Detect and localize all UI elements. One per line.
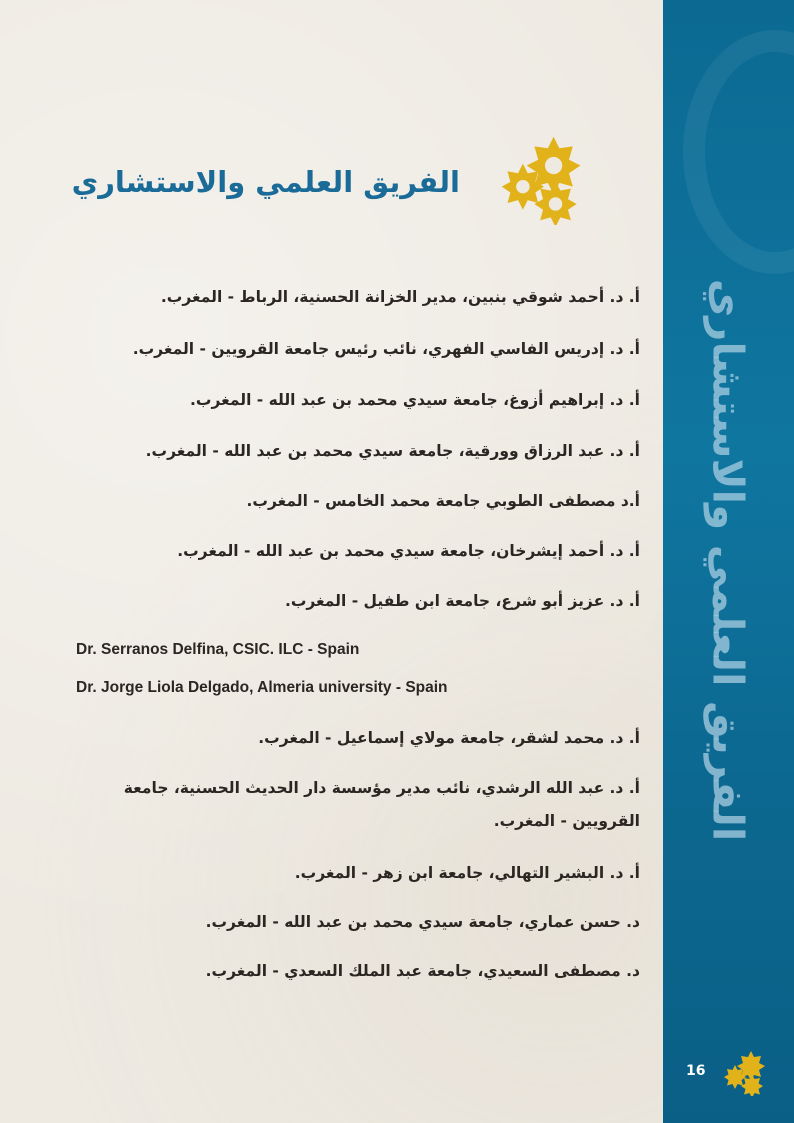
member-item: أ.د مصطفى الطوبي جامعة محمد الخامس - المغرب. <box>246 492 640 510</box>
member-item: د. حسن عماري، جامعة سيدي محمد بن عبد الله - المغرب. <box>205 913 640 931</box>
member-item-en: Dr. Jorge Liola Delgado, Almeria university - Spain <box>76 679 448 696</box>
member-item-en: Dr. Serranos Delfina, CSIC. ILC - Spain <box>76 641 360 658</box>
member-item: أ. د. البشير التهالي، جامعة ابن زهر - المغرب. <box>294 864 640 882</box>
member-item: د. مصطفى السعيدي، جامعة عبد الملك السعدي - المغرب. <box>205 962 640 980</box>
member-item: أ. د. إبراهيم أزوغ، جامعة سيدي محمد بن عبد الله - المغرب. <box>190 391 640 409</box>
member-item: أ. د. عبد الرزاق وورقية، جامعة سيدي محمد بن عبد الله - المغرب. <box>145 442 640 460</box>
member-item: أ. د. عزيز أبو شرع، جامعة ابن طفيل - المغرب. <box>284 592 640 610</box>
member-item: أ. د. أحمد إيشرخان، جامعة سيدي محمد بن عبد الله - المغرب. <box>177 542 640 560</box>
star-emblem-icon <box>721 1050 771 1096</box>
sidebar-vertical-title: الفريق العلمي والاستشاري <box>703 278 753 842</box>
member-item: أ. د. محمد لشقر، جامعة مولاي إسماعيل - المغرب. <box>258 729 640 747</box>
member-item: أ. د. أحمد شوقي بنبين، مدير الخزانة الحسنية، الرباط - المغرب. <box>160 288 640 306</box>
member-item: أ. د. إدريس الفاسي الفهري، نائب رئيس جامعة القرويين - المغرب. <box>132 340 640 358</box>
page-title: الفريق العلمي والاستشاري <box>71 165 460 199</box>
star-emblem-icon <box>496 133 592 225</box>
member-item: أ. د. عبد الله الرشدي، نائب مدير مؤسسة دار الحديث الحسنية، جامعة القرويين - المغرب. <box>123 779 640 830</box>
page-number: 16 <box>686 1063 706 1079</box>
